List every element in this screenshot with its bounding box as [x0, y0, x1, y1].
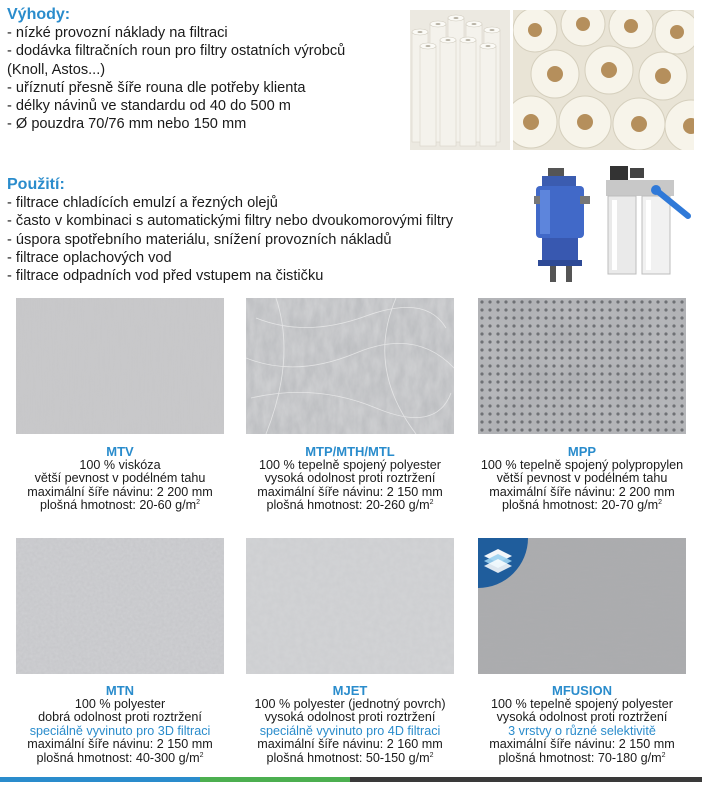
product-property: vysoká odolnost proti roztržení — [264, 710, 436, 725]
product-name: MPP — [567, 444, 597, 459]
product-material: 100 % tepelně spojený polyester — [490, 696, 674, 711]
product-weight: plošná hmotnost: 20-70 g/m — [501, 498, 659, 513]
product-mjet — [234, 684, 466, 766]
list-item: - často v kombinaci s automatickými filtry nebo dvoukomorovými filtry — [7, 213, 454, 230]
product-width: maximální šíře návinu: 2 150 mm — [489, 737, 675, 752]
list-item: - Ø pouzdra 70/76 mm nebo 150 mm — [7, 116, 247, 133]
footer-stripe-green — [200, 777, 350, 782]
product-width: maximální šíře návinu: 2 200 mm — [27, 484, 213, 499]
advantages-list — [7, 24, 345, 134]
layers-icon — [478, 538, 528, 588]
usage-list — [7, 194, 453, 285]
list-item: - nízké provozní náklady na filtraci — [7, 25, 228, 41]
unit-exponent: 2 — [661, 751, 666, 759]
swatch-mpp — [478, 298, 686, 434]
footer-stripe-dark — [350, 777, 702, 782]
product-weight: plošná hmotnost: 20-260 g/m — [266, 498, 430, 513]
product-width: maximální šíře návinu: 2 150 mm — [257, 484, 443, 499]
usage-title: Použití: — [7, 176, 65, 193]
list-item: - uříznutí přesně šíře rouna dle potřeby klienta — [7, 79, 306, 96]
unit-exponent: 2 — [429, 751, 434, 759]
product-material: 100 % polyester — [74, 696, 166, 711]
product-property: vysoká odolnost proti roztržení — [496, 710, 668, 725]
product-name: MTP/MTH/MTL — [305, 444, 395, 459]
swatch-mjet — [246, 538, 454, 674]
swatch-mtn — [16, 538, 224, 674]
product-weight: plošná hmotnost: 70-180 g/m — [498, 750, 662, 765]
filter-rolls-standing-photo — [410, 10, 510, 150]
product-weight: plošná hmotnost: 20-60 g/m — [39, 498, 197, 513]
product-material: 100 % viskóza — [79, 457, 161, 472]
list-item: - filtrace odpadních vod před vstupem na čističku — [7, 268, 324, 285]
product-special: speciálně vyvinuto pro 3D filtraci — [29, 723, 211, 738]
product-name: MFUSION — [552, 683, 612, 698]
unit-exponent: 2 — [658, 499, 663, 507]
product-special: 3 vrstvy o různé selektivitě — [508, 723, 656, 738]
product-material: 100 % polyester (jednotný povrch) — [254, 696, 446, 711]
swatch-mtp — [246, 298, 454, 434]
unit-exponent: 2 — [196, 499, 201, 507]
product-width: maximální šíře návinu: 2 200 mm — [489, 484, 675, 499]
product-property: větší pevnost v podélném tahu — [34, 471, 206, 486]
unit-exponent: 2 — [429, 499, 434, 507]
filter-rolls-ends-photo — [513, 10, 694, 150]
product-width: maximální šíře návinu: 2 160 mm — [257, 737, 443, 752]
product-mfusion — [466, 684, 698, 766]
product-property: dobrá odolnost proti roztržení — [38, 710, 202, 725]
product-width: maximální šíře návinu: 2 150 mm — [27, 737, 213, 752]
list-item: - úspora spotřebního materiálu, snížení provozních nákladů — [7, 231, 392, 248]
product-property: vysoká odolnost proti roztržení — [264, 471, 436, 486]
product-special: speciálně vyvinuto pro 4D filtraci — [259, 723, 441, 738]
swatch-mtv — [16, 298, 224, 434]
product-name: MTV — [106, 444, 134, 459]
product-weight: plošná hmotnost: 40-300 g/m — [36, 750, 200, 765]
product-mpp — [466, 445, 698, 513]
list-item: - filtrace oplachových vod — [7, 249, 172, 266]
list-item: - filtrace chladících emulzí a řezných olejů — [7, 195, 278, 211]
list-item: - délky návinů ve standardu od 40 do 500 m — [7, 98, 291, 115]
filter-housings-photo — [528, 160, 698, 290]
product-mtv — [4, 445, 236, 513]
product-weight: plošná hmotnost: 50-150 g/m — [266, 750, 430, 765]
advantages-title: Výhody: — [7, 6, 71, 23]
product-name: MTN — [105, 683, 135, 698]
list-item: - dodávka filtračních roun pro filtry ostatních výrobců — [7, 43, 346, 60]
unit-exponent: 2 — [199, 751, 204, 759]
list-item: (Knoll, Astos...) — [7, 61, 106, 78]
product-material: 100 % tepelně spojený polypropylen — [480, 457, 684, 472]
product-mtn — [4, 684, 236, 766]
product-name: MJET — [332, 683, 368, 698]
product-mtp — [234, 445, 466, 513]
product-property: větší pevnost v podélném tahu — [496, 471, 668, 486]
product-material: 100 % tepelně spojený polyester — [258, 457, 442, 472]
footer-stripe-blue — [0, 777, 200, 782]
